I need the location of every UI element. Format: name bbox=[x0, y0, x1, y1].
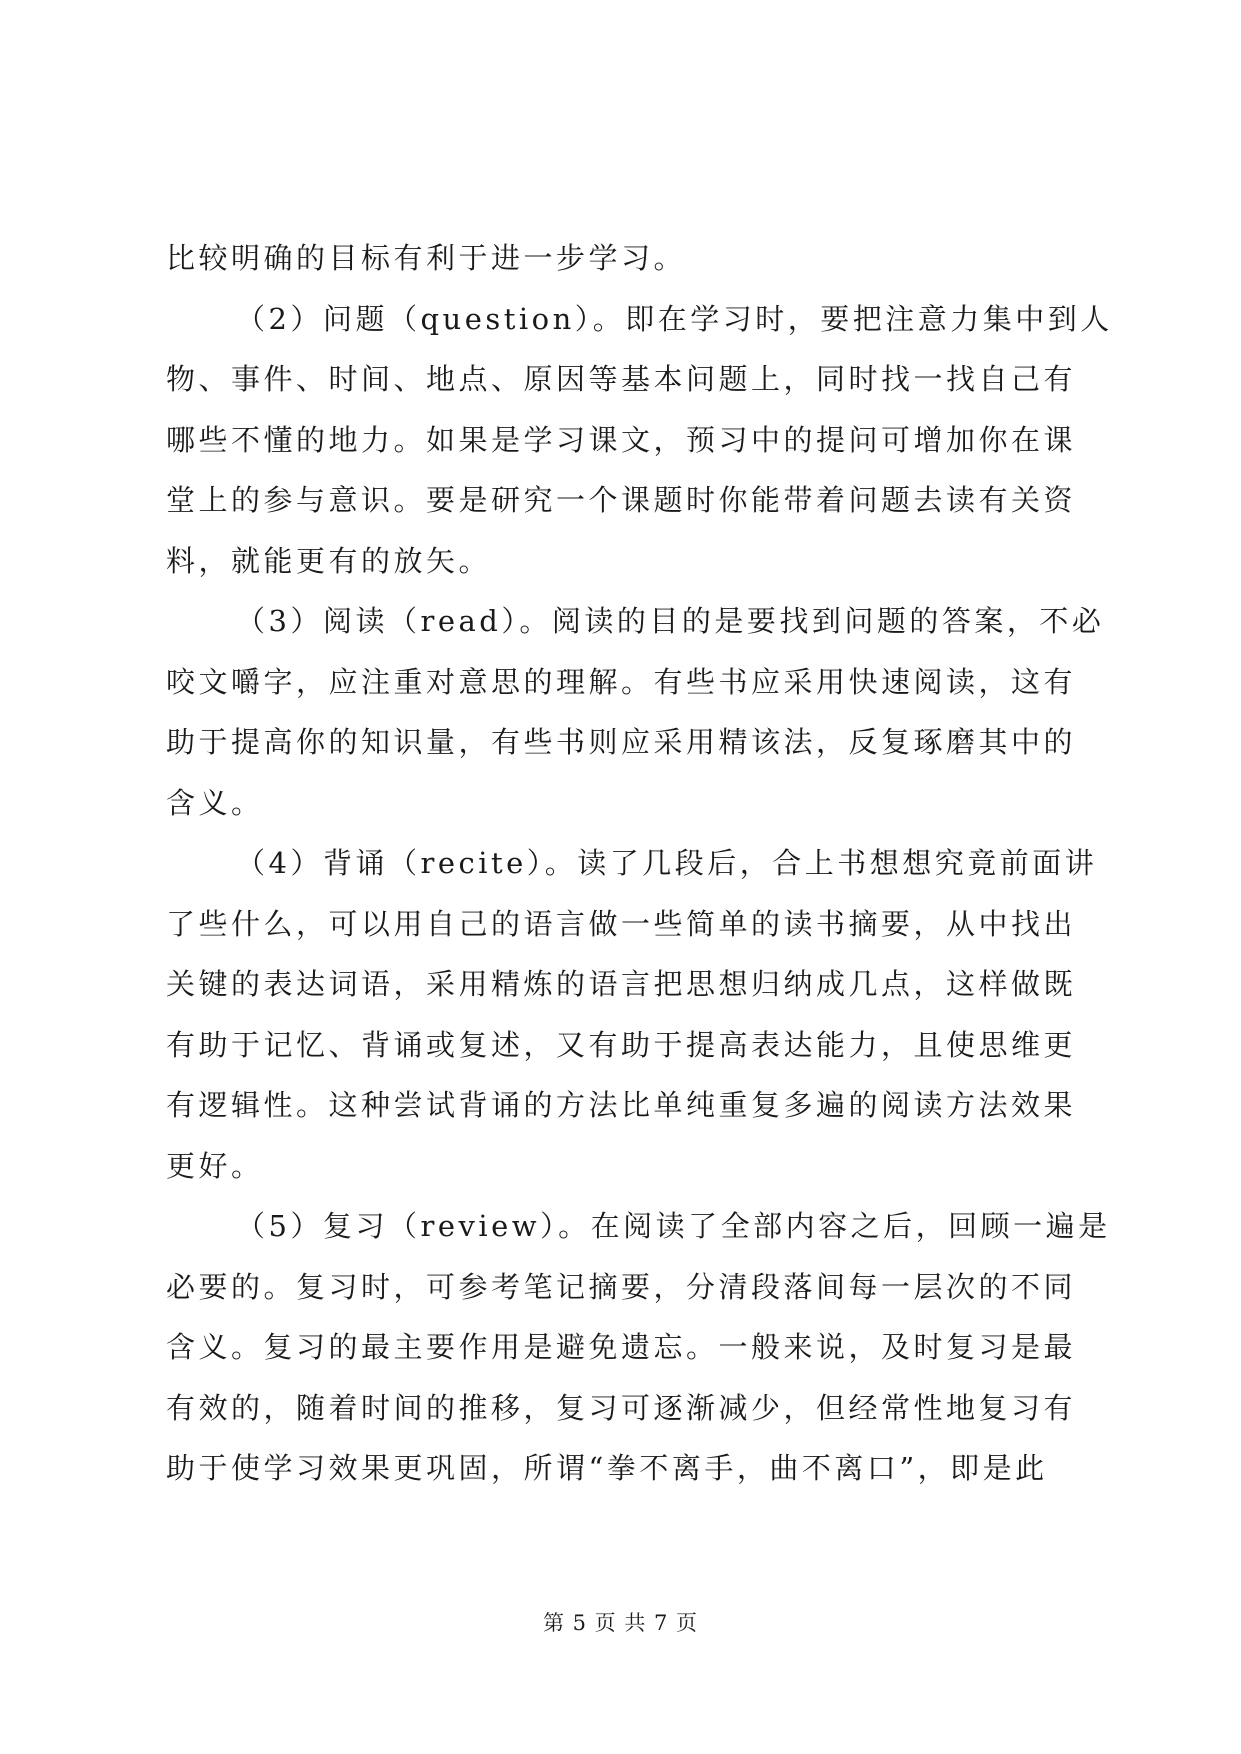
text-line: 有助于记忆、背诵或复述，又有助于提高表达能力，且使思维更 bbox=[166, 1027, 1077, 1062]
text-line: 哪些不懂的地力。如果是学习课文，预习中的提问可增加你在课 bbox=[166, 422, 1077, 457]
text-line: 必要的。复习时，可参考笔记摘要，分清段落间每一层次的不同 bbox=[166, 1269, 1077, 1304]
text-line: 了些什么，可以用自己的语言做一些简单的读书摘要，从中找出 bbox=[166, 906, 1077, 941]
text-line: 助于提高你的知识量，有些书则应采用精该法，反复琢磨其中的 bbox=[166, 725, 1077, 759]
paragraph bbox=[166, 228, 1084, 289]
page-number-footer: 第 5 页 共 7 页 bbox=[542, 1611, 699, 1635]
text-line: 更好。 bbox=[166, 1148, 264, 1183]
text-line: 比较明确的目标有利于进一步学习。 bbox=[166, 241, 687, 275]
document-body bbox=[166, 228, 1113, 1499]
text-line: （4）背诵（recite）。读了几段后，合上书想想究竟前面讲 bbox=[236, 846, 1098, 880]
text-line: 咬文嚼字，应注重对意思的理解。有些书应采用快速阅读，这有 bbox=[166, 664, 1077, 699]
text-line: 助于使学习效果更巩固，所谓“拳不离手，曲不离口”，即是此 bbox=[166, 1451, 1048, 1485]
text-line: 物、事件、时间、地点、原因等基本问题上，同时找一找自己有 bbox=[166, 362, 1077, 396]
text-line: 含义。 bbox=[166, 785, 264, 820]
paragraph bbox=[166, 289, 1113, 592]
text-line: （5）复习（review）。在阅读了全部内容之后，回顾一遍是 bbox=[236, 1209, 1111, 1243]
text-line: 有效的，随着时间的推移，复习可逐渐减少，但经常性地复习有 bbox=[166, 1390, 1077, 1425]
text-line: 堂上的参与意识。要是研究一个课题时你能带着问题去读有关资 bbox=[166, 483, 1077, 517]
text-line: （2）问题（question）。即在学习时，要把注意力集中到人 bbox=[236, 301, 1113, 336]
paragraph bbox=[166, 591, 1105, 833]
paragraph bbox=[166, 1196, 1111, 1499]
text-line: 有逻辑性。这种尝试背诵的方法比单纯重复多遍的阅读方法效果 bbox=[166, 1088, 1077, 1122]
text-line: 关键的表达词语，采用精炼的语言把思想归纳成几点，这样做既 bbox=[166, 967, 1077, 1001]
text-line: （3）阅读（read）。阅读的目的是要找到问题的答案，不必 bbox=[236, 604, 1105, 638]
text-line: 料，就能更有的放矢。 bbox=[166, 543, 492, 578]
paragraph bbox=[166, 833, 1098, 1196]
text-line: 含义。复习的最主要作用是避免遗忘。一般来说，及时复习是最 bbox=[166, 1330, 1077, 1364]
